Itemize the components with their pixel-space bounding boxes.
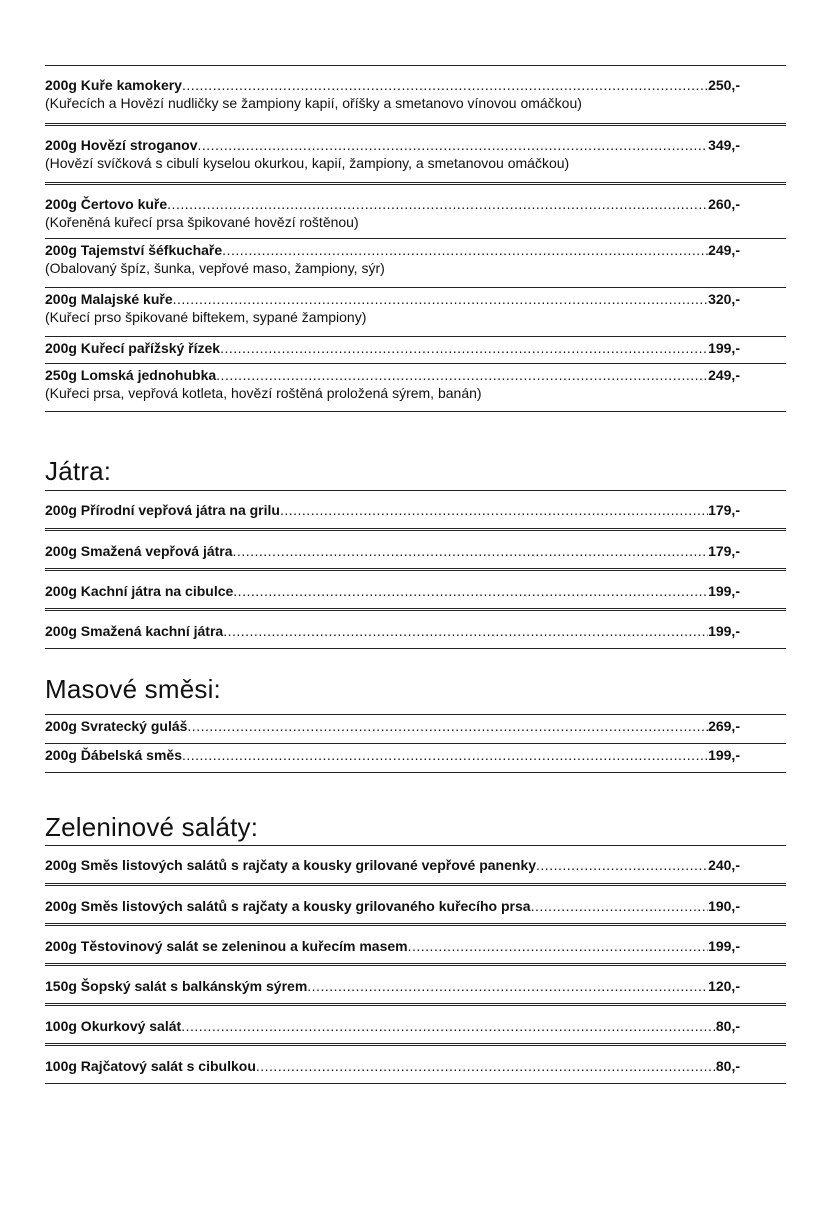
item-name: 200g Kuře kamokery [45, 77, 182, 93]
item-description: (Kuřeci prsa, vepřová kotleta, hovězí roštěná proložená sýrem, banán) [45, 385, 482, 401]
item-price: 269,- [708, 718, 740, 734]
item-price: 260,- [708, 196, 740, 212]
item-price: 249,- [708, 367, 740, 383]
item-name: 200g Smažená vepřová játra [45, 543, 233, 559]
item-price: 250,- [708, 77, 740, 93]
item-name: 200g Směs listových salátů s rajčaty a kousky grilovaného kuřecího prsa [45, 898, 531, 914]
item-name: 200g Kachní játra na cibulce [45, 583, 234, 599]
item-description: (Kuřecí prso špikované biftekem, sypané žampiony) [45, 309, 367, 325]
section-title: Masové směsi: [45, 674, 221, 704]
item-description: (Kořeněná kuřecí prsa špikované hovězí roštěnou) [45, 214, 359, 230]
menu-item [45, 491, 786, 528]
menu-item [45, 967, 786, 1003]
menu-item [45, 715, 786, 743]
menu-item [45, 186, 786, 238]
menu-item [45, 66, 786, 123]
item-price: 199,- [708, 623, 740, 639]
divider [45, 648, 786, 649]
item-name: 200g Hovězí stroganov [45, 137, 198, 153]
item-price: 179,- [708, 543, 740, 559]
item-name: 200g Směs listových salátů s rajčaty a kousky grilované vepřové panenky [45, 857, 537, 873]
item-price: 80,- [715, 1018, 740, 1034]
section-jatra [45, 456, 786, 649]
menu-item [45, 744, 786, 772]
main-dishes-section [45, 65, 786, 412]
item-price: 199,- [708, 938, 740, 954]
menu-item [45, 1047, 786, 1083]
menu-item [45, 572, 786, 608]
menu-item [45, 927, 786, 963]
item-description: (Obalovaný špíz, šunka, vepřové maso, žampiony, sýr) [45, 260, 385, 276]
item-price: 349,- [708, 137, 740, 153]
item-name: 250g Lomská jednohubka [45, 367, 217, 383]
item-name: 200g Tajemství šéfkuchaře [45, 242, 223, 258]
item-name: 200g Těstovinový salát se zeleninou a kuřecím masem [45, 938, 408, 954]
item-price: 249,- [708, 242, 740, 258]
item-description: (Kuřecích a Hovězí nudličky se žampiony kapií, oříšky a smetanovo vínovou omáčkou) [45, 95, 582, 111]
item-name: 200g Smažená kachní játra [45, 623, 224, 639]
item-name: 200g Kuřecí pařížský řízek [45, 340, 221, 356]
item-price: 199,- [708, 340, 740, 356]
section-masove-smesi [45, 674, 786, 773]
section-title: Játra: [45, 456, 112, 486]
divider [45, 1083, 786, 1084]
menu-item [45, 612, 786, 648]
item-price: 179,- [708, 502, 740, 518]
section-title: Zeleninové saláty: [45, 812, 259, 842]
menu-item [45, 1007, 786, 1043]
menu-item [45, 532, 786, 568]
item-price: 199,- [708, 583, 740, 599]
menu-item [45, 239, 786, 287]
section-zeleninove-salaty [45, 812, 786, 1084]
item-name: 100g Rajčatový salát s cibulkou [45, 1058, 256, 1074]
menu-item [45, 127, 786, 182]
item-price: 80,- [715, 1058, 740, 1074]
item-name: 200g Čertovo kuře [45, 196, 168, 212]
menu-item [45, 846, 786, 883]
menu-item [45, 364, 786, 411]
item-name: 150g Šopský salát s balkánským sýrem [45, 978, 308, 994]
item-price: 240,- [708, 857, 740, 873]
divider [45, 411, 786, 412]
item-price: 320,- [708, 291, 740, 307]
item-description: (Hovězí svíčková s cibulí kyselou okurkou, kapií, žampiony, a smetanovou omáčkou) [45, 155, 570, 171]
item-name: 200g Přírodní vepřová játra na grilu [45, 502, 280, 518]
item-name: 200g Malajské kuře [45, 291, 173, 307]
menu-item [45, 337, 786, 363]
item-price: 190,- [708, 898, 740, 914]
divider [45, 772, 786, 773]
item-price: 120,- [708, 978, 740, 994]
item-price: 199,- [708, 747, 740, 763]
menu-item [45, 288, 786, 336]
item-name: 200g Svratecký guláš [45, 718, 188, 734]
item-name: 100g Okurkový salát [45, 1018, 182, 1034]
menu-item [45, 887, 786, 923]
item-name: 200g Ďábelská směs [45, 747, 182, 763]
